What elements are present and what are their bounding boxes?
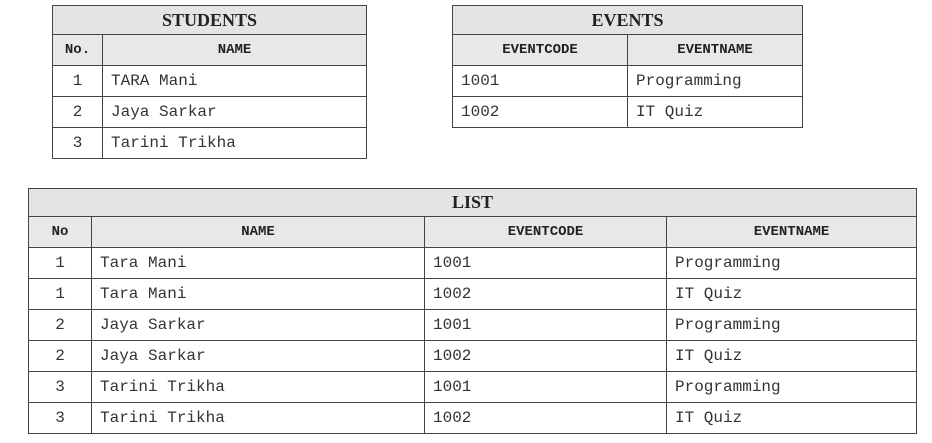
list-header-name: NAME	[92, 217, 425, 248]
list-eventname: Programming	[667, 372, 917, 403]
list-name: Tara Mani	[92, 248, 425, 279]
list-no: 2	[29, 341, 92, 372]
table-row	[53, 97, 367, 128]
table-row	[29, 372, 917, 403]
student-name: Tarini Trikha	[103, 128, 367, 159]
student-no: 2	[53, 97, 103, 128]
list-eventname: Programming	[667, 248, 917, 279]
list-name: Tara Mani	[92, 279, 425, 310]
list-eventcode: 1001	[425, 248, 667, 279]
list-eventcode: 1002	[425, 279, 667, 310]
list-title: LIST	[29, 189, 917, 217]
list-name: Jaya Sarkar	[92, 341, 425, 372]
list-eventname: IT Quiz	[667, 341, 917, 372]
student-name: Jaya Sarkar	[103, 97, 367, 128]
table-row	[29, 403, 917, 434]
students-table	[52, 5, 367, 159]
list-eventcode: 1002	[425, 403, 667, 434]
list-eventcode: 1001	[425, 372, 667, 403]
table-row	[53, 66, 367, 97]
list-no: 3	[29, 372, 92, 403]
student-name: TARA Mani	[103, 66, 367, 97]
table-row	[29, 341, 917, 372]
list-table	[28, 188, 917, 434]
list-no: 2	[29, 310, 92, 341]
list-eventname: Programming	[667, 310, 917, 341]
list-header-no: No	[29, 217, 92, 248]
event-name: Programming	[628, 66, 803, 97]
student-no: 1	[53, 66, 103, 97]
table-row	[453, 66, 803, 97]
event-code: 1002	[453, 97, 628, 128]
table-row	[453, 97, 803, 128]
table-row	[29, 310, 917, 341]
student-no: 3	[53, 128, 103, 159]
list-header-eventname: EVENTNAME	[667, 217, 917, 248]
events-header-eventcode: EVENTCODE	[453, 35, 628, 66]
events-header-eventname: EVENTNAME	[628, 35, 803, 66]
students-title: STUDENTS	[53, 6, 367, 35]
event-code: 1001	[453, 66, 628, 97]
table-row	[53, 128, 367, 159]
list-eventname: IT Quiz	[667, 279, 917, 310]
events-title: EVENTS	[453, 6, 803, 35]
students-header-no: No.	[53, 35, 103, 66]
list-name: Tarini Trikha	[92, 403, 425, 434]
list-eventcode: 1002	[425, 341, 667, 372]
list-eventname: IT Quiz	[667, 403, 917, 434]
events-table	[452, 5, 803, 128]
list-header-eventcode: EVENTCODE	[425, 217, 667, 248]
event-name: IT Quiz	[628, 97, 803, 128]
table-row	[29, 279, 917, 310]
students-header-name: NAME	[103, 35, 367, 66]
list-no: 1	[29, 248, 92, 279]
list-no: 3	[29, 403, 92, 434]
table-row	[29, 248, 917, 279]
list-no: 1	[29, 279, 92, 310]
list-name: Tarini Trikha	[92, 372, 425, 403]
list-name: Jaya Sarkar	[92, 310, 425, 341]
list-eventcode: 1001	[425, 310, 667, 341]
